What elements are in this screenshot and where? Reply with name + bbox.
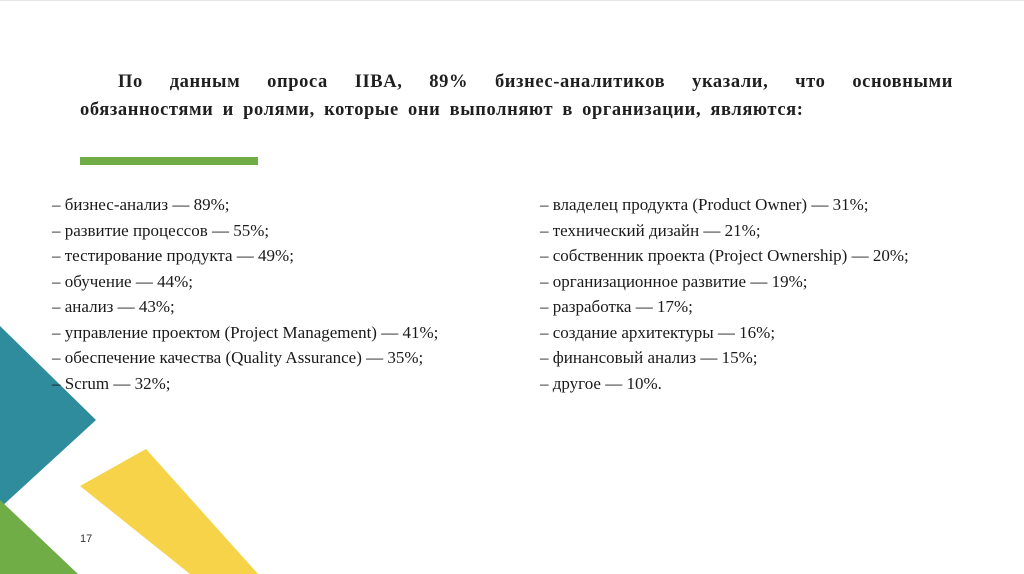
list-item: – развитие процессов — 55%;: [52, 220, 270, 240]
list-item: – создание архитектуры — 16%;: [540, 322, 776, 342]
list-item: – Scrum — 32%;: [52, 373, 171, 393]
list-item: – обучение — 44%;: [52, 271, 193, 291]
list-item: – разработка — 17%;: [540, 297, 693, 316]
slide-heading: [80, 68, 953, 124]
page-number: 17: [80, 533, 93, 545]
list-item: – бизнес-анализ — 89%;: [52, 195, 230, 214]
list-item: – организационное развитие — 19%;: [540, 271, 808, 291]
right-list: [500, 192, 996, 396]
list-item: – тестирование продукта — 49%;: [52, 246, 294, 265]
accent-bar: [80, 157, 258, 165]
left-list: [12, 192, 482, 396]
list-item: – анализ — 43%;: [52, 297, 175, 316]
heading-text: По данным опроса IIBA, 89% бизнес-аналитиков указали, что основными обязанностями и ролями, которые они выполняют в организации, являются:: [80, 72, 953, 120]
yellow-shape: [80, 449, 258, 574]
list-item: – другое — 10%.: [540, 373, 662, 393]
list-item: – финансовый анализ — 15%;: [540, 348, 758, 367]
list-item: – управление проектом (Project Management) — 41%;: [52, 322, 439, 342]
green-triangle: [0, 500, 78, 574]
list-item: – собственник проекта (Project Ownership) — 20%;: [540, 246, 909, 265]
list-item: – технический дизайн — 21%;: [540, 220, 761, 240]
list-item: – обеспечение качества (Quality Assurance) — 35%;: [52, 348, 424, 367]
list-item: – владелец продукта (Product Owner) — 31%;: [540, 195, 869, 214]
